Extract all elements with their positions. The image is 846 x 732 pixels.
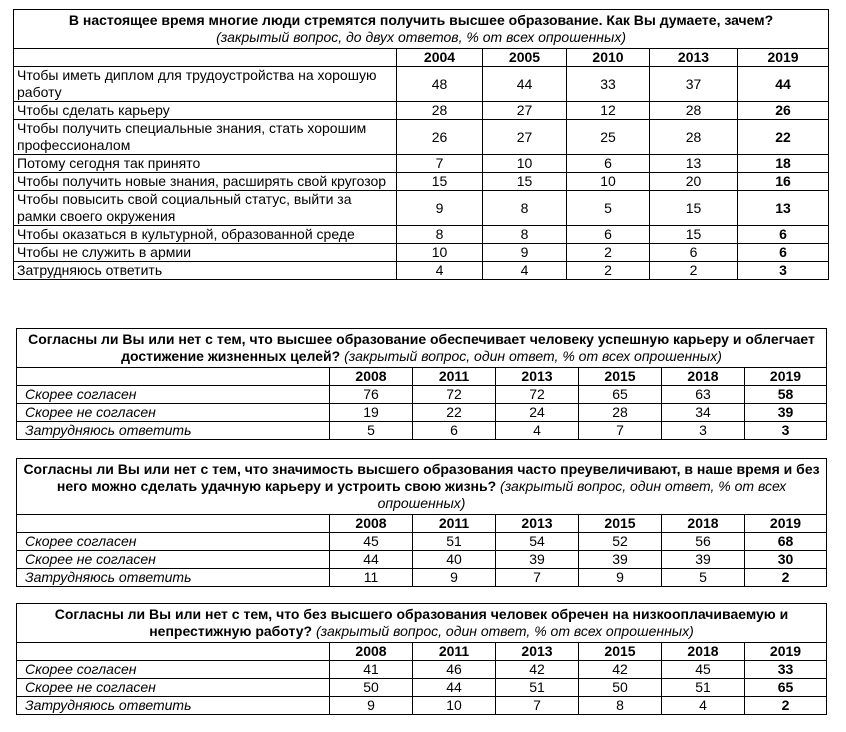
years-row — [14, 49, 829, 67]
value-cell-2019: 68 — [745, 533, 827, 551]
year-header: 2018 — [662, 643, 745, 661]
value-cell: 10 — [567, 173, 650, 191]
value-cell-2019: 26 — [738, 102, 829, 120]
value-cell: 39 — [496, 551, 579, 569]
value-cell: 63 — [662, 386, 745, 404]
value-cell-2019: 3 — [745, 422, 827, 440]
value-cell: 2 — [567, 262, 650, 280]
question-text: Согласны ли Вы или нет с тем, что без высшего образования человек обречен на низкооплачиваемую и непрестижную работу? — [54, 606, 789, 639]
empty-corner-cell — [17, 515, 330, 533]
value-cell: 41 — [330, 661, 413, 679]
value-cell: 9 — [483, 244, 567, 262]
table-header-row — [14, 10, 829, 49]
empty-corner-cell — [14, 49, 397, 67]
value-cell: 8 — [483, 191, 567, 226]
year-header: 2010 — [567, 49, 650, 67]
table-header-row — [17, 329, 827, 368]
question-note: (закрытый вопрос, до двух ответов, % от всех опрошенных) — [216, 29, 626, 45]
table-row — [14, 226, 829, 244]
value-cell: 8 — [397, 226, 483, 244]
value-cell: 51 — [662, 679, 745, 697]
year-header: 2005 — [483, 49, 567, 67]
value-cell: 28 — [397, 102, 483, 120]
value-cell: 50 — [330, 679, 413, 697]
value-cell: 6 — [567, 226, 650, 244]
value-cell-2019: 58 — [745, 386, 827, 404]
value-cell: 44 — [483, 67, 567, 102]
value-cell: 9 — [413, 569, 496, 587]
value-cell: 25 — [567, 120, 650, 155]
row-label: Затрудняюсь ответить — [17, 569, 330, 587]
years-row — [17, 643, 827, 661]
question-note: (закрытый вопрос, один ответ, % от всех опрошенных) — [344, 348, 722, 364]
table-row — [17, 551, 827, 569]
row-label: Чтобы повысить свой социальный статус, выйти за рамки своего окружения — [14, 191, 397, 226]
table-row — [14, 191, 829, 226]
value-cell-2019: 6 — [738, 226, 829, 244]
value-cell: 11 — [330, 569, 413, 587]
row-label: Потому сегодня так принято — [14, 155, 397, 173]
table-row — [14, 173, 829, 191]
value-cell: 28 — [650, 120, 738, 155]
value-cell: 10 — [397, 244, 483, 262]
table-row — [17, 679, 827, 697]
value-cell: 10 — [413, 697, 496, 715]
value-cell: 13 — [650, 155, 738, 173]
year-header: 2019 — [745, 368, 827, 386]
table-row — [14, 262, 829, 280]
row-label: Скорее не согласен — [17, 679, 330, 697]
value-cell-2019: 3 — [738, 262, 829, 280]
value-cell-2019: 18 — [738, 155, 829, 173]
table-question-cell — [17, 604, 827, 643]
value-cell: 7 — [579, 422, 662, 440]
value-cell: 72 — [496, 386, 579, 404]
question-text: Согласны ли Вы или нет с тем, что значимость высшего образования часто преувеличивают, в наше время и без него можно сделать удачную карьеру и устроить свою жизнь? — [23, 461, 820, 494]
year-header: 2013 — [496, 515, 579, 533]
year-header: 2019 — [745, 643, 827, 661]
value-cell: 42 — [496, 661, 579, 679]
value-cell: 8 — [579, 697, 662, 715]
survey-table-overrated-education — [16, 458, 827, 587]
value-cell: 5 — [662, 569, 745, 587]
value-cell: 27 — [483, 102, 567, 120]
table-row — [17, 569, 827, 587]
table-row — [14, 244, 829, 262]
year-header: 2011 — [413, 643, 496, 661]
value-cell: 15 — [650, 191, 738, 226]
value-cell: 19 — [330, 404, 413, 422]
table-row — [17, 422, 827, 440]
value-cell-2019: 65 — [745, 679, 827, 697]
row-label: Затрудняюсь ответить — [17, 422, 330, 440]
table-row — [17, 404, 827, 422]
table-row — [17, 697, 827, 715]
value-cell: 6 — [567, 155, 650, 173]
value-cell: 51 — [413, 533, 496, 551]
row-label: Чтобы иметь диплом для трудоустройства на хорошую работу — [14, 67, 397, 102]
value-cell: 26 — [397, 120, 483, 155]
value-cell: 51 — [496, 679, 579, 697]
value-cell-2019: 13 — [738, 191, 829, 226]
value-cell: 20 — [650, 173, 738, 191]
value-cell: 34 — [662, 404, 745, 422]
table-row — [14, 120, 829, 155]
value-cell-2019: 44 — [738, 67, 829, 102]
value-cell-2019: 30 — [745, 551, 827, 569]
value-cell: 50 — [579, 679, 662, 697]
value-cell: 24 — [496, 404, 579, 422]
question-note: (закрытый вопрос, один ответ, % от всех опрошенных) — [315, 623, 694, 639]
value-cell: 40 — [413, 551, 496, 569]
table-header-row — [17, 604, 827, 643]
year-header: 2018 — [662, 368, 745, 386]
value-cell: 7 — [496, 569, 579, 587]
row-label: Чтобы оказаться в культурной, образованной среде — [14, 226, 397, 244]
survey-table-low-paid-work — [16, 603, 827, 715]
value-cell: 10 — [483, 155, 567, 173]
table-question-cell — [17, 459, 827, 515]
row-label: Скорее не согласен — [17, 404, 330, 422]
row-label: Скорее не согласен — [17, 551, 330, 569]
value-cell: 42 — [579, 661, 662, 679]
value-cell: 3 — [662, 422, 745, 440]
year-header: 2013 — [650, 49, 738, 67]
value-cell: 22 — [413, 404, 496, 422]
value-cell: 5 — [567, 191, 650, 226]
year-header: 2013 — [496, 643, 579, 661]
value-cell: 6 — [413, 422, 496, 440]
value-cell: 15 — [397, 173, 483, 191]
row-label: Чтобы не служить в армии — [14, 244, 397, 262]
value-cell: 37 — [650, 67, 738, 102]
row-label: Затрудняюсь ответить — [14, 262, 397, 280]
value-cell: 12 — [567, 102, 650, 120]
value-cell-2019: 22 — [738, 120, 829, 155]
value-cell: 15 — [650, 226, 738, 244]
year-header: 2015 — [579, 515, 662, 533]
value-cell: 52 — [579, 533, 662, 551]
value-cell: 6 — [650, 244, 738, 262]
row-label: Скорее согласен — [17, 386, 330, 404]
value-cell: 54 — [496, 533, 579, 551]
value-cell: 9 — [330, 697, 413, 715]
value-cell: 2 — [650, 262, 738, 280]
value-cell: 9 — [397, 191, 483, 226]
value-cell: 4 — [397, 262, 483, 280]
year-header: 2011 — [413, 515, 496, 533]
year-header: 2015 — [579, 643, 662, 661]
table-row — [17, 386, 827, 404]
value-cell: 4 — [662, 697, 745, 715]
value-cell-2019: 33 — [745, 661, 827, 679]
value-cell: 46 — [413, 661, 496, 679]
years-row — [17, 515, 827, 533]
empty-corner-cell — [17, 643, 330, 661]
table-header-row — [17, 459, 827, 515]
value-cell: 45 — [662, 661, 745, 679]
value-cell: 44 — [330, 551, 413, 569]
year-header: 2004 — [397, 49, 483, 67]
value-cell: 15 — [483, 173, 567, 191]
row-label: Скорее согласен — [17, 533, 330, 551]
value-cell: 44 — [413, 679, 496, 697]
table-row — [14, 102, 829, 120]
value-cell: 5 — [330, 422, 413, 440]
value-cell-2019: 6 — [738, 244, 829, 262]
value-cell: 4 — [483, 262, 567, 280]
value-cell: 72 — [413, 386, 496, 404]
table-row — [17, 661, 827, 679]
year-header: 2015 — [579, 368, 662, 386]
row-label: Чтобы получить специальные знания, стать хорошим профессионалом — [14, 120, 397, 155]
year-header: 2011 — [413, 368, 496, 386]
value-cell: 39 — [662, 551, 745, 569]
value-cell: 4 — [496, 422, 579, 440]
question-note: (закрытый вопрос, один ответ, % от всех опрошенных) — [377, 478, 787, 511]
year-header: 2018 — [662, 515, 745, 533]
value-cell-2019: 2 — [745, 569, 827, 587]
row-label: Чтобы сделать карьеру — [14, 102, 397, 120]
question-text: В настоящее время многие люди стремятся получить высшее образование. Как Вы думаете, зачем? — [68, 12, 774, 28]
value-cell: 2 — [567, 244, 650, 262]
value-cell: 28 — [579, 404, 662, 422]
empty-corner-cell — [17, 368, 330, 386]
value-cell: 45 — [330, 533, 413, 551]
years-row — [17, 368, 827, 386]
value-cell: 48 — [397, 67, 483, 102]
value-cell-2019: 39 — [745, 404, 827, 422]
value-cell-2019: 2 — [745, 697, 827, 715]
value-cell: 65 — [579, 386, 662, 404]
year-header: 2013 — [496, 368, 579, 386]
value-cell: 56 — [662, 533, 745, 551]
value-cell: 7 — [397, 155, 483, 173]
value-cell-2019: 16 — [738, 173, 829, 191]
survey-table-why-higher-education — [13, 9, 829, 280]
table-row — [14, 155, 829, 173]
year-header: 2008 — [330, 368, 413, 386]
value-cell: 8 — [483, 226, 567, 244]
value-cell: 7 — [496, 697, 579, 715]
value-cell: 39 — [579, 551, 662, 569]
table-row — [17, 533, 827, 551]
value-cell: 28 — [650, 102, 738, 120]
row-label: Затрудняюсь ответить — [17, 697, 330, 715]
row-label: Скорее согласен — [17, 661, 330, 679]
question-text: Согласны ли Вы или нет с тем, что высшее образование обеспечивает человеку успешную карьеру и облегчает достижение жизненных целей? — [28, 331, 815, 364]
value-cell: 9 — [579, 569, 662, 587]
year-header: 2008 — [330, 515, 413, 533]
table-row — [14, 67, 829, 102]
table-question-cell — [17, 329, 827, 368]
year-header: 2019 — [738, 49, 829, 67]
row-label: Чтобы получить новые знания, расширять свой кругозор — [14, 173, 397, 191]
survey-table-career-success — [16, 328, 827, 440]
value-cell: 27 — [483, 120, 567, 155]
year-header: 2008 — [330, 643, 413, 661]
value-cell: 76 — [330, 386, 413, 404]
year-header: 2019 — [745, 515, 827, 533]
value-cell: 33 — [567, 67, 650, 102]
table-question-cell — [14, 10, 829, 49]
